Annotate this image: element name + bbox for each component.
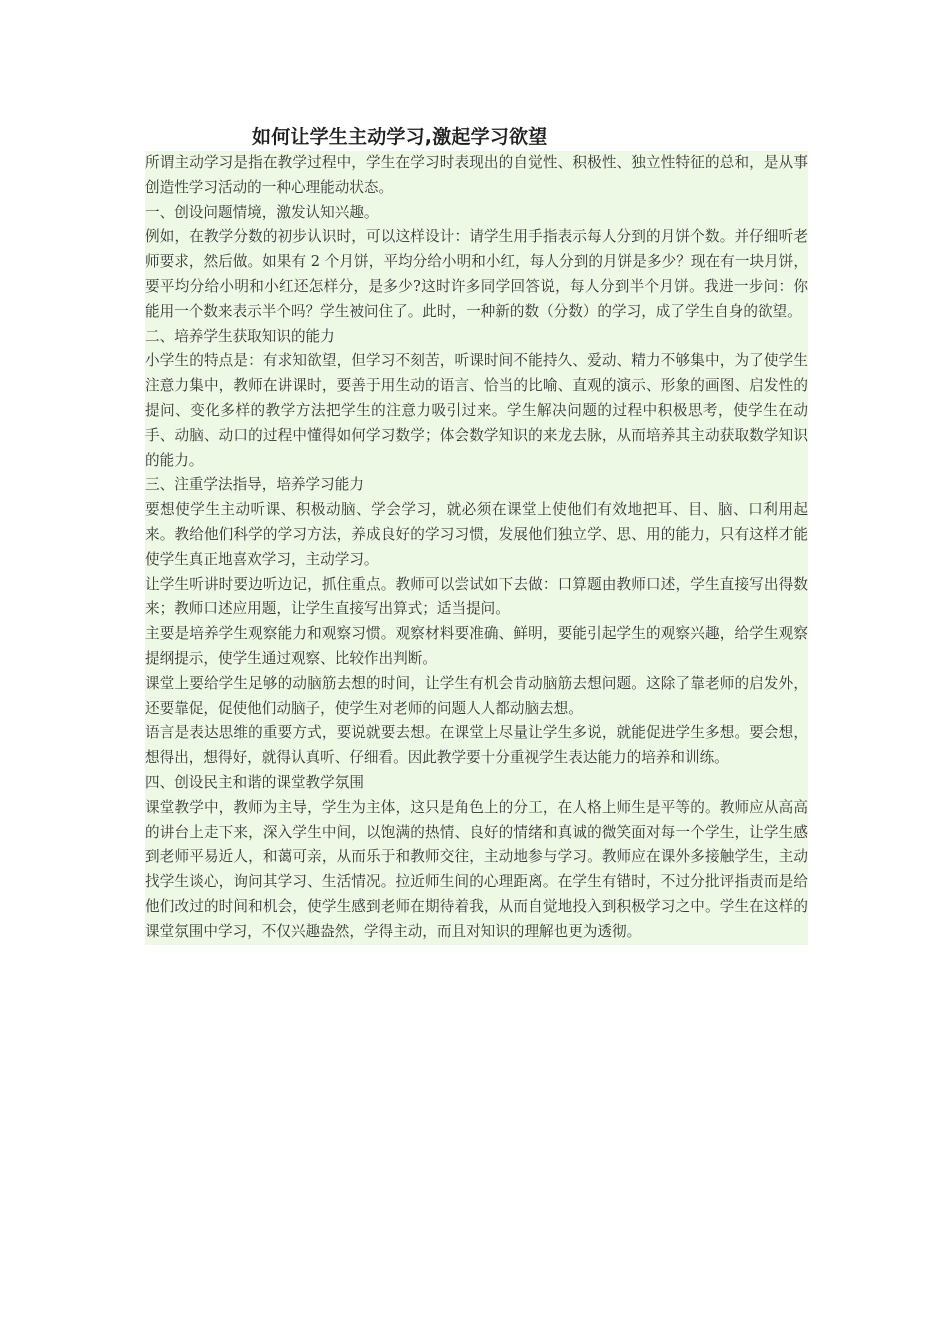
section-heading-4: 四、创设民主和谐的课堂教学氛围 <box>145 771 808 796</box>
section-heading-2: 二、培养学生获取知识的能力 <box>145 325 808 350</box>
intro-paragraph: 所谓主动学习是指在教学过程中，学生在学习时表现出的自觉性、积极性、独立性特征的总和，是从事创造性学习活动的一种心理能动状态。 <box>145 151 808 201</box>
section-3-paragraph-4: 课堂上要给学生足够的动脑筋去想的时间，让学生有机会肯动脑筋去想问题。这除了靠老师的启发外，还要靠促，促使他们动脑子，使学生对老师的问题人人都动脑去想。 <box>145 672 808 722</box>
section-heading-1: 一、创设问题情境，激发认知兴趣。 <box>145 201 808 226</box>
section-heading-3: 三、注重学法指导，培养学习能力 <box>145 473 808 498</box>
section-3-paragraph-2: 让学生听讲时要边听边记，抓住重点。教师可以尝试如下去做：口算题由教师口述，学生直接写出得数来；教师口述应用题，让学生直接写出算式；适当提问。 <box>145 573 808 623</box>
section-1-paragraph: 例如，在教学分数的初步认识时，可以这样设计：请学生用手指表示每人分到的月饼个数。并仔细听老师要求，然后做。如果有 2 个月饼，平均分给小明和小红，每人分到的月饼是多少？现在有一块月饼，要平均分给小明和小红还怎样分，是多少?这时许多同学回答说，每人分到半个月饼。我进一步问：你能用一个数来表示半个吗？学生被问住了。此时，一种新的数（分数）的学习，成了学生自身的欲望。 <box>145 225 808 324</box>
section-3-paragraph-3: 主要是培养学生观察能力和观察习惯。观察材料要准确、鲜明，要能引起学生的观察兴趣，给学生观察提纲提示，使学生通过观察、比较作出判断。 <box>145 622 808 672</box>
section-4-paragraph: 课堂教学中，教师为主导，学生为主体，这只是角色上的分工，在人格上师生是平等的。教师应从高高的讲台上走下来，深入学生中间，以饱满的热情、良好的情绪和真诚的微笑面对每一个学生，让学生感到老师平易近人，和蔼可亲，从而乐于和教师交往，主动地参与学习。教师应在课外多接触学生，主动找学生谈心，询问其学习、生活情况。拉近师生间的心理距离。在学生有错时，不过分批评指责而是给他们改过的时间和机会，使学生感到老师在期待着我，从而自觉地投入到积极学习之中。学生在这样的课堂氛围中学习，不仅兴趣盎然，学得主动，而且对知识的理解也更为透彻。 <box>145 796 808 945</box>
section-3-paragraph-5: 语言是表达思维的重要方式，要说就要去想。在课堂上尽量让学生多说，就能促进学生多想。要会想，想得出，想得好，就得认真听、仔细看。因此教学要十分重视学生表达能力的培养和训练。 <box>145 721 808 771</box>
section-3-paragraph-1: 要想使学生主动听课、积极动脑、学会学习，就必须在课堂上使他们有效地把耳、目、脑、口利用起来。教给他们科学的学习方法，养成良好的学习习惯，发展他们独立学、思、用的能力，只有这样才能使学生真正地喜欢学习，主动学习。 <box>145 498 808 572</box>
section-2-paragraph: 小学生的特点是：有求知欲望，但学习不刻苦，听课时间不能持久、爱动、精力不够集中，为了使学生注意力集中，教师在讲课时，要善于用生动的语言、恰当的比喻、直观的演示、形象的画图、启发性的提问、变化多样的教学方法把学生的注意力吸引过来。学生解决问题的过程中积极思考，使学生在动手、动脑、动口的过程中懂得如何学习数学；体会数学知识的来龙去脉，从而培养其主动获取数学知识的能力。 <box>145 349 808 473</box>
document-body <box>145 151 808 945</box>
document-title: 如何让学生主动学习,激起学习欲望 <box>252 126 548 148</box>
